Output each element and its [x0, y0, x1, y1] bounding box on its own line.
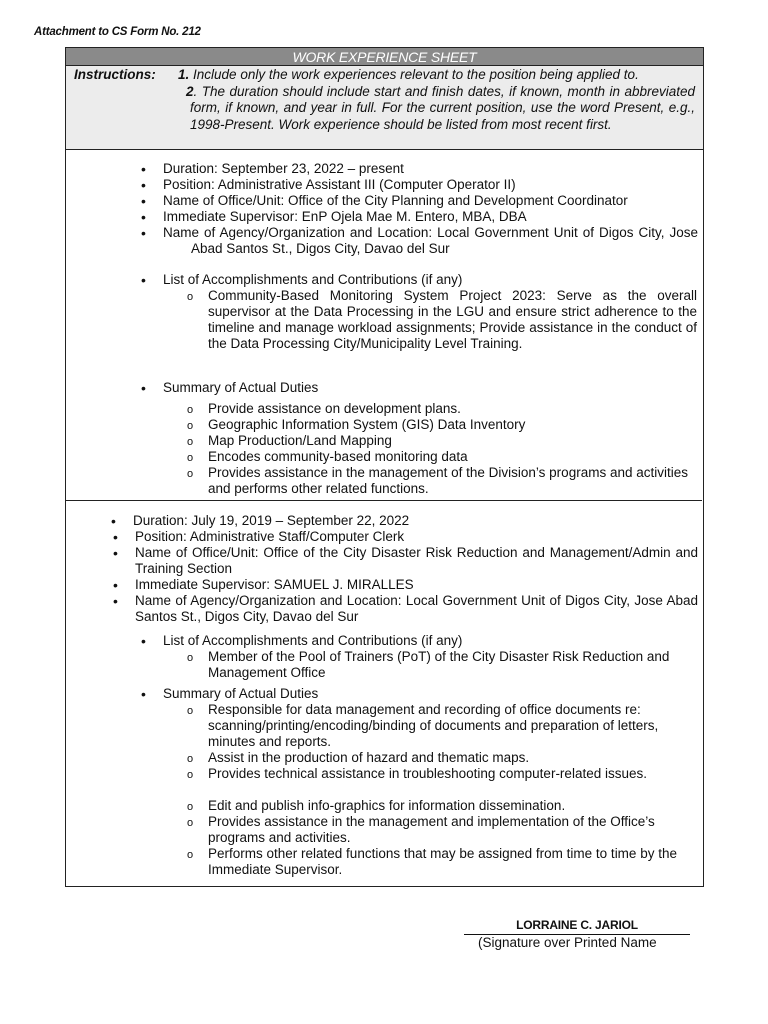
sheet-title: WORK EXPERIENCE SHEET	[66, 48, 703, 66]
exp1-position: • Position: Administrative Assistant III (Computer Operator II)	[163, 177, 698, 193]
exp1-agency-text: Name of Agency/Organization and Location: Local Government Unit of Digos City, Jose Abad Santos St., Digos City, Davao del Sur	[163, 225, 698, 256]
exp1-accomplishment-item: o Community-Based Monitoring System Project 2023: Serve as the overall supervisor at the Data Processing in the LGU and ensure strict adherence to the timeline and manage workload assignments; Provide assistance in the conduct of the Data Processing City/Municipality Level Training.	[208, 288, 697, 352]
exp1-duration: • Duration: September 23, 2022 – present	[163, 161, 698, 177]
exp2-supervisor: • Immediate Supervisor: SAMUEL J. MIRALLES	[135, 577, 698, 593]
exp1-supervisor: • Immediate Supervisor: EnP Ojela Mae M. Entero, MBA, DBA	[163, 209, 698, 225]
exp1-duty-item: o Map Production/Land Mapping	[208, 433, 697, 449]
exp2-duty-item: o Assist in the production of hazard and thematic maps.	[208, 750, 697, 766]
instruction-item-1	[178, 67, 695, 84]
exp1-duties-label: • Summary of Actual Duties	[163, 380, 698, 396]
exp1-agency: • Name of Agency/Organization and Location: Local Government Unit of Digos City, Jose Abad Santos St., Digos City, Davao del Sur	[141, 225, 698, 256]
exp2-position: • Position: Administrative Staff/Computer Clerk	[135, 529, 698, 545]
exp1-office: • Name of Office/Unit: Office of the City Planning and Development Coordinator	[163, 193, 698, 209]
instructions-box	[66, 66, 703, 150]
work-experience-sheet	[65, 47, 704, 887]
exp1-duty-item: o Provides assistance in the management of the Division’s programs and activities and performs other related functions.	[208, 465, 697, 497]
signatory-name: LORRAINE C. JARIOL	[464, 918, 690, 935]
exp2-duty-item: o Provides assistance in the management and implementation of the Office’s programs and activities.	[208, 814, 697, 846]
instruction-1-text: Include only the work experiences relevant to the position being applied to.	[193, 67, 639, 82]
attachment-header: Attachment to CS Form No. 212	[34, 26, 201, 38]
exp2-office: • Name of Office/Unit: Office of the City Disaster Risk Reduction and Management/Admin and Training Section	[135, 545, 698, 577]
exp2-agency: • Name of Agency/Organization and Location: Local Government Unit of Digos City, Jose Abad Santos St., Digos City, Davao del Sur	[135, 593, 698, 625]
exp2-accomplishment-item: o Member of the Pool of Trainers (PoT) of the City Disaster Risk Reduction and Management Office	[208, 649, 697, 681]
exp2-duty-item: o Edit and publish info-graphics for information dissemination.	[208, 798, 697, 814]
exp2-duties-label: • Summary of Actual Duties	[163, 686, 698, 702]
experience-entry-1	[66, 151, 702, 501]
signature-caption: (Signature over Printed Name	[478, 935, 657, 950]
exp2-accomplishments-label: • List of Accomplishments and Contributions (if any)	[163, 633, 698, 649]
exp1-duty-item: o Provide assistance on development plans.	[208, 401, 697, 417]
instruction-2-number: 2	[186, 83, 194, 99]
experience-entry-2	[66, 501, 702, 885]
exp2-duty-item: o Responsible for data management and recording of office documents re: scanning/printing/encoding/binding of documents and preparation of letters, minutes and reports.	[208, 702, 697, 750]
exp1-duty-item: o Geographic Information System (GIS) Data Inventory	[208, 417, 697, 433]
instruction-item-2	[178, 84, 695, 134]
exp2-duty-item: o Performs other related functions that may be assigned from time to time by the Immediate Supervisor.	[208, 846, 697, 878]
exp2-duty-item: o Provides technical assistance in troubleshooting computer-related issues.	[208, 766, 668, 782]
exp2-duration: • Duration: July 19, 2019 – September 22, 2022	[133, 513, 698, 529]
exp1-accomplishments-label: • List of Accomplishments and Contributions (if any)	[163, 272, 698, 288]
instructions-label: Instructions:	[74, 67, 156, 82]
instruction-1-number: 1.	[178, 67, 190, 82]
instruction-2-text: . The duration should include start and finish dates, if known, month in abbreviated form, if known, and year in full. For the current position, use the word Present, e.g., 1998-Present. Work experience should be listed from most recent first.	[190, 83, 695, 132]
exp1-duty-item: o Encodes community-based monitoring data	[208, 449, 697, 465]
